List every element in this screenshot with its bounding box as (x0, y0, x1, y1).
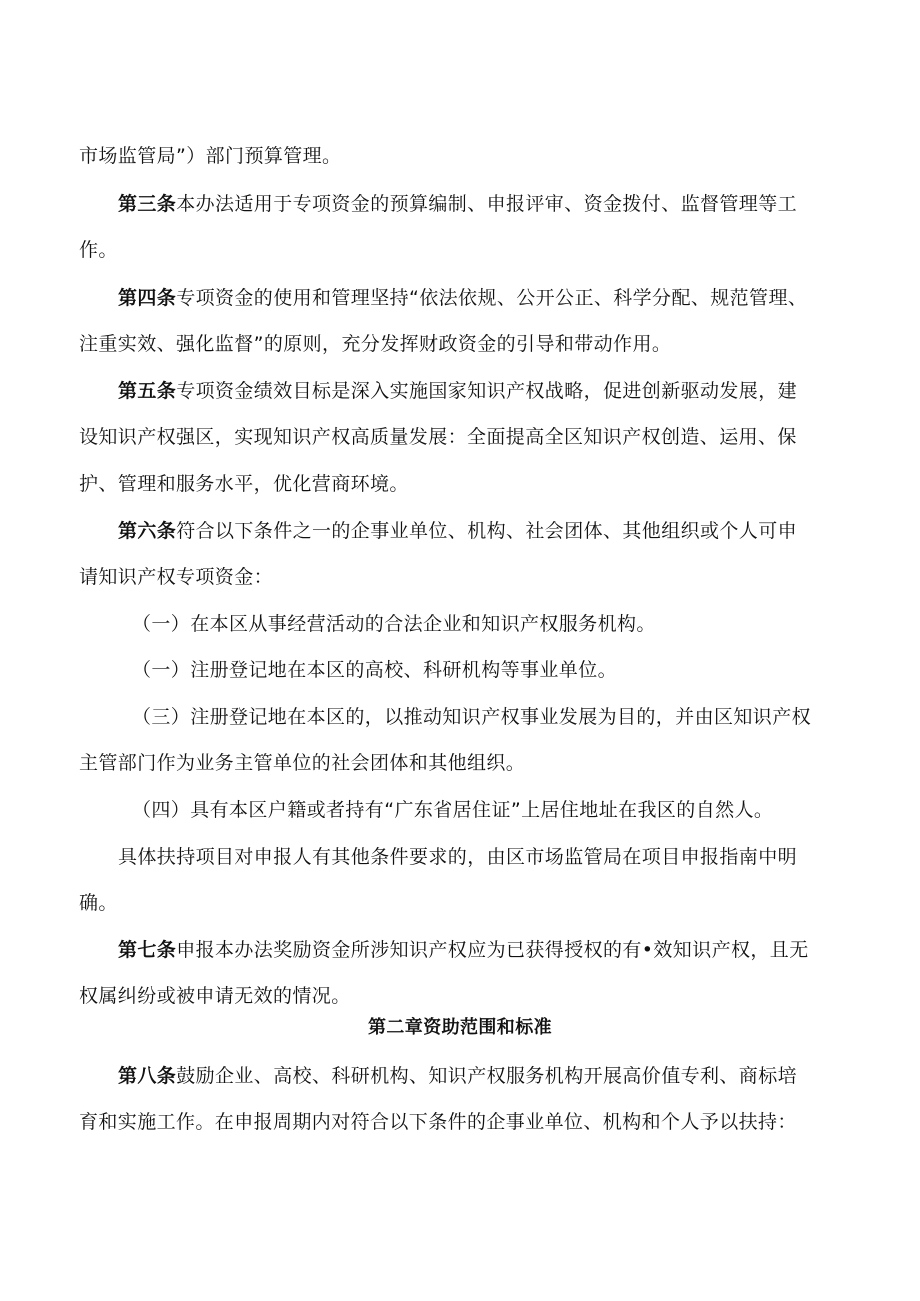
chapter-heading (0, 1014, 920, 1042)
line-text: 设知识产权强区，实现知识产权高质量发展：全面提高全区知识产权创造、运用、保 (79, 426, 797, 448)
line-text: 作。 (79, 239, 118, 261)
paragraph-line (0, 749, 920, 777)
line-text: 育和实施工作。在申报周期内对符合以下条件的企事业单位、机构和个人予以扶持： (79, 1111, 797, 1133)
article-label: 第四条 (118, 287, 177, 309)
line-text: 具体扶持项目对申报人有其他条件要求的，由区市场监管局在项目申报指南中明 (118, 846, 798, 868)
paragraph-line (0, 563, 920, 591)
paragraph-line (0, 889, 920, 917)
list-item (0, 656, 920, 684)
line-text: 注重实效、强化监督”的原则，充分发挥财政资金的引导和带动作用。 (79, 333, 672, 355)
article-3-line (0, 190, 920, 218)
line-text: 专项资金的使用和管理坚持“依法依规、公开公正、科学分配、规范管理、 (176, 287, 808, 309)
line-text: 确。 (79, 892, 118, 914)
line-text: （一）在本区从事经营活动的合法企业和知识产权服务机构。 (132, 613, 656, 635)
article-label: 第五条 (118, 380, 177, 402)
article-label: 第七条 (118, 939, 177, 961)
line-text: 护、管理和服务水平，优化营商环境。 (79, 473, 409, 495)
paragraph-line (0, 982, 920, 1010)
article-7-line (0, 936, 920, 964)
list-item (0, 610, 920, 638)
list-item (0, 703, 920, 731)
line-text: 请知识产权专项资金： (79, 566, 274, 588)
paragraph-line (0, 1108, 920, 1136)
article-8-line (0, 1062, 920, 1090)
paragraph-line (0, 142, 920, 170)
paragraph-line (0, 423, 920, 451)
paragraph-line (0, 330, 920, 358)
article-label: 第三条 (118, 193, 177, 215)
line-text: 符合以下条件之一的企事业单位、机构、社会团体、其他组织或个人可申 (176, 520, 798, 542)
article-label: 第八条 (118, 1065, 177, 1087)
line-text: 本办法适用于专项资金的预算编制、申报评审、资金拨付、监督管理等工 (176, 193, 798, 215)
line-text: （四）具有本区户籍或者持有“广东省居住证”上居住地址在我区的自然人。 (132, 799, 774, 821)
line-text: 权属纠纷或被申请无效的情况。 (79, 985, 351, 1007)
article-6-line (0, 517, 920, 545)
paragraph-line (0, 236, 920, 264)
line-text: （一）注册登记地在本区的高校、科研机构等事业单位。 (132, 659, 618, 681)
line-text: 市场监管局”）部门预算管理。 (79, 145, 342, 167)
list-item (0, 796, 920, 824)
chapter-title: 第二章资助范围和标准 (368, 1017, 552, 1038)
article-5-line (0, 377, 920, 405)
line-text: 专项资金绩效目标是深入实施国家知识产权战略，促进创新驱动发展，建 (176, 380, 798, 402)
article-label: 第六条 (118, 520, 177, 542)
line-text: 主管部门作为业务主管单位的社会团体和其他组织。 (79, 752, 526, 774)
line-text: 鼓励企业、高校、科研机构、知识产权服务机构开展高价值专利、商标培 (176, 1065, 798, 1087)
line-text: 申报本办法奖励资金所涉知识产权应为已获得授权的有•效知识产权，且无 (176, 939, 809, 961)
paragraph-line (0, 470, 920, 498)
line-text: （三）注册登记地在本区的，以推动知识产权事业发展为目的，并由区知识产权 (132, 706, 812, 728)
paragraph-line (0, 843, 920, 871)
article-4-line (0, 284, 920, 312)
